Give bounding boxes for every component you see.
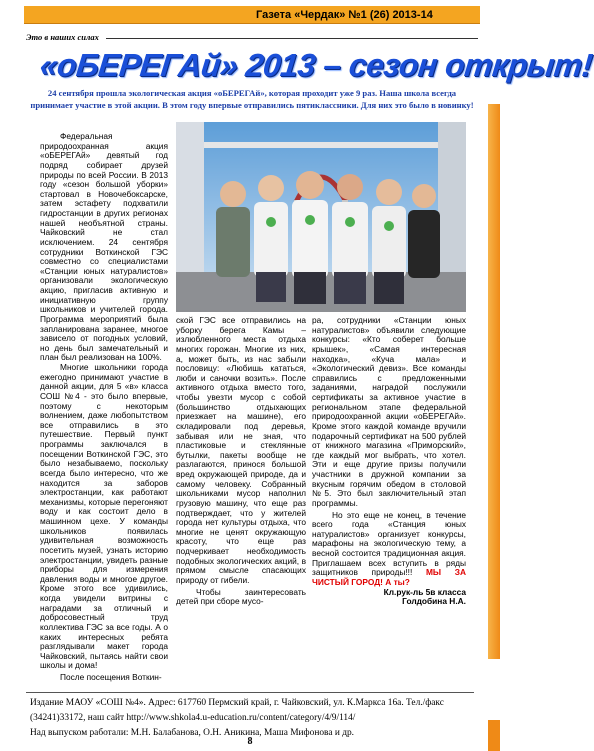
- page-number: 8: [247, 736, 253, 747]
- article-intro: 24 сентября прошла экологическая акция «оБЕРЕГАй», которая проходит уже 9 раз. Наша школа всегда принимает участие в этой акции. В этом году впервые отправились пятиклассники. Для них это было в новинку!: [30, 88, 474, 110]
- author-role: Кл.рук-ль 5в класса: [383, 586, 466, 597]
- article-paragraph: ра, сотрудники «Станции юных натуралистов» объявили следующие конкурсы: «Кто соберет больше крышек», «Самая интересная находка», «Куча мала» и «Экологический девиз». Все команды справились с предложенными заданиями, наградой послужили сертификаты за активное участие в региональном этапе федеральной природоохранной акции «оБЕРЕГАй». Кроме этого каждой команде вручили подарочный сертификат на 500 рублей от книжного магазина «Приморский», где каждый мог выбрать, что хотел. Эти и еще другие призы получили участники в дружной компании за вкусным горячим обедом в столовой №5. Это был заключительный этап программы.: [312, 315, 466, 508]
- article-column-2: [176, 316, 306, 607]
- article-photo: [176, 122, 466, 312]
- footer-imprint: [30, 696, 476, 741]
- article-paragraph: Федеральная природоохранная акция «оБЕРЕГАй» девятый год подряд собирает друзей природы по всей России. В 2013 году «сезон большой уборки» стартовал в Новочебоксарске, затем эстафету подхватили гидростанции в других регионах нашей необъятной страны. Чайковский не стал исключением. 24 сентября сотрудники Воткинской ГЭС совместно со специалистами «Станции юных натуралистов» организовали экологическую акцию, пригласив активную и инициативную группу школьников и учителей города. Программа мероприятий была запланирована заранее, многое зависело от погодных условий, но день был замечательный и план был реализован на 100%.: [40, 131, 168, 363]
- footer-address: Издание МАОУ «СОШ №4». Адрес: 617760 Пермский край, г. Чайковский, ул. К.Маркса 16а. Тел./факс (34241)33172, наш сайт http://www.shkola4.u-education.ru/content/category/4/9/114/: [30, 698, 444, 723]
- newspaper-title: Газета «Чердак» №1 (26) 2013-14: [256, 9, 433, 21]
- article-headline: «оБЕРЕГАй» 2013 – сезон открыт!: [38, 47, 594, 83]
- article-column-3: [312, 316, 466, 607]
- decorative-side-stripe: [488, 104, 500, 659]
- section-rubric: Это в наших силах: [26, 32, 99, 42]
- article-paragraph-text: Но это еще не конец, в течение всего года «Станция юных натуралистов» организует конкурсы, марафоны на экологическую тему, а весной состоится традиционная акция. Приглашаем всех вступить в ряды защитников природы!!!: [312, 509, 466, 578]
- newspaper-header-bar: [24, 6, 480, 24]
- slogan: МЫ ЗА ЧИСТЫЙ ГОРОД! А ты?: [312, 567, 466, 587]
- footer-divider: [26, 692, 474, 693]
- article-paragraph: [312, 511, 466, 588]
- article-column-1: [40, 132, 168, 683]
- footer-credits: Над выпуском работали: М.Н. Балабанова, О.Н. Аникина, Маша Мифонова и др.: [30, 728, 354, 738]
- article-paragraph: Чтобы заинтересовать детей при сборе мусо-: [176, 586, 306, 607]
- author-name: Голдобина Н.А.: [402, 596, 466, 607]
- rubric-divider: [106, 38, 478, 39]
- article-paragraph: Многие школьники города ежегодно принимают участие в данной акции, для 5 «в» класса СОШ №4 - это было впервые, поэтому с некоторым волнением, даже любопытством все отправились в это путешествие. Первый пункт программы заключался в посещении Воткинской ГЭС, это было незабываемо, поскольку всегда было интересно, что же находится за заборов электростанции, как работают механизмы, которые перегоняют воду и как состоит дело в машинном цехе. У команды школьников появилась удивительная возможность посетить музей, узнать историю электростанции, увидеть разные приборы для измерения давления воды и многое другое. Кроме этого все удивились, когда увидели витрины с наградами за отличный и добросовестный труд коллектива ГЭС за все годы. А о каких интересных ребята разглядывали макет города Чайковский, пытаясь найти свои школы и дома!: [40, 362, 168, 671]
- article-paragraph: После посещения Воткин-: [60, 672, 162, 682]
- photo-icon: [176, 122, 466, 312]
- article-paragraph: ской ГЭС все отправились на уборку берега Камы – излюбленного места отдыха многих горожан. Многие из них, а, может быть, из наc забыли пословицу: «Любишь кататься, люби и саночки возить». После активного отдыха вместо того, чтобы увезти мусор с собой (большинство отдыхающих приезжает на машине), его складировали под деревья, забывая или не зная, что пластиковые и стеклянные бутылки, пакеты вообще не разлагаются, принося большой вред окружающей природе, да и самому человеку. Собранный школьниками мусор наполнил грузовую машину, что еще раз подтверждает, что у жителей города нет культуры отдыха, что многие не ценят окружающую красоту, что еще раз подчеркивает необходимость подобных экологических акций, в прямом смысле спасающих природу от гибели.: [176, 315, 306, 585]
